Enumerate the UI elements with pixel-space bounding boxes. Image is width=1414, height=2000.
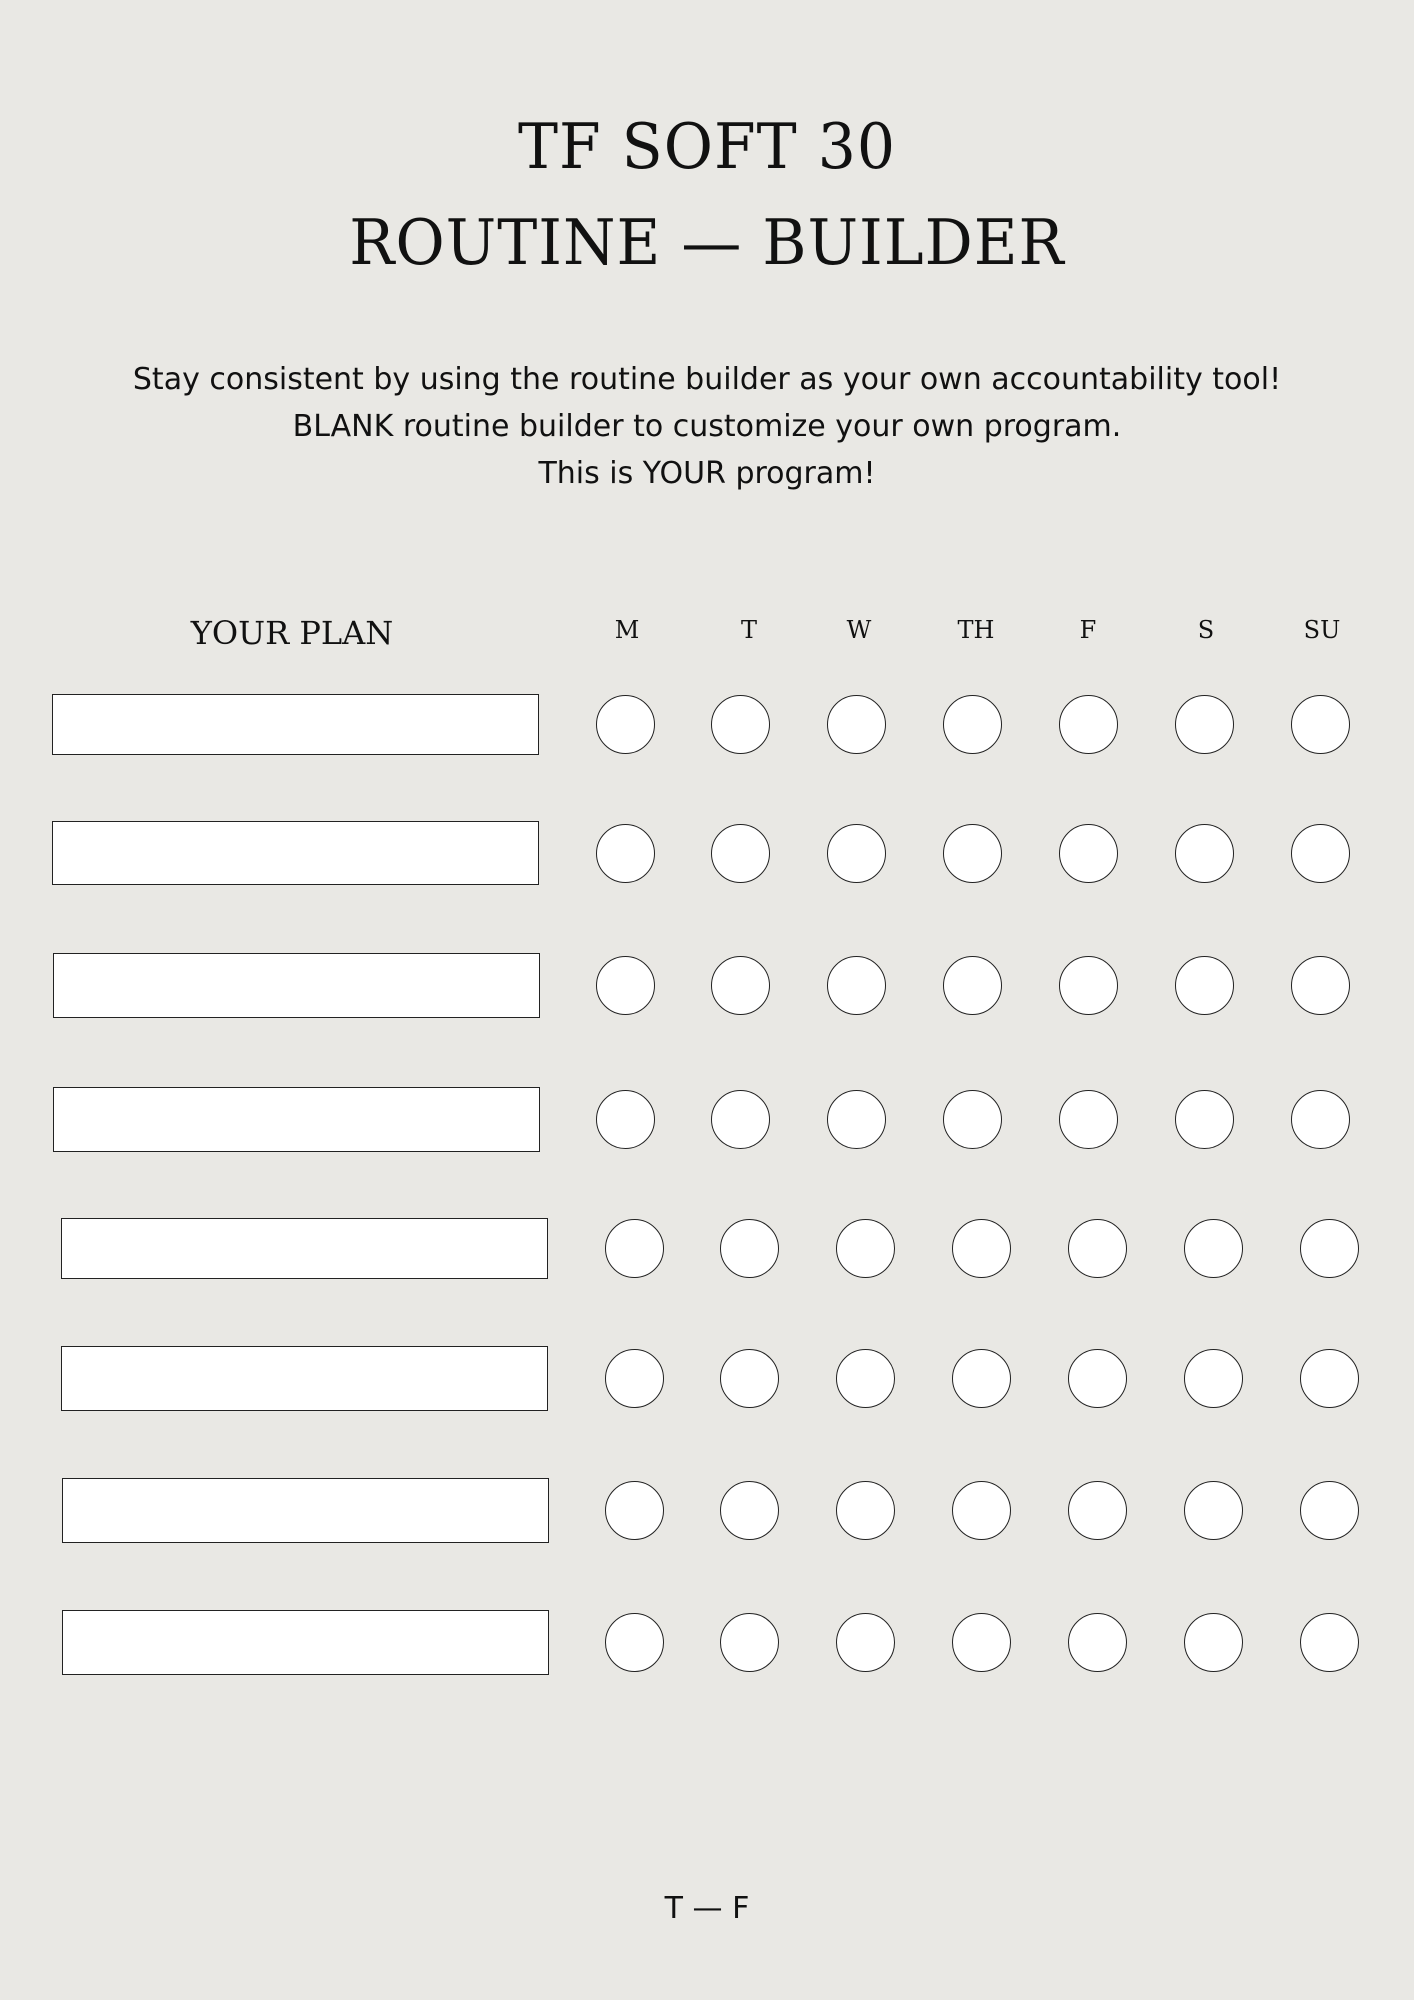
checkbox-row-7-t[interactable] [720, 1481, 779, 1540]
checkbox-row-3-w[interactable] [827, 956, 886, 1015]
page-title-line-1: TF SOFT 30 [517, 110, 897, 184]
checkbox-row-3-t[interactable] [711, 956, 770, 1015]
checkbox-row-4-th[interactable] [943, 1090, 1002, 1149]
checkbox-row-2-f[interactable] [1059, 824, 1118, 883]
checkbox-row-1-t[interactable] [711, 695, 770, 754]
checkbox-row-8-t[interactable] [720, 1613, 779, 1672]
plan-input-row-1[interactable] [52, 694, 539, 755]
checkbox-row-5-th[interactable] [952, 1219, 1011, 1278]
checkbox-row-2-t[interactable] [711, 824, 770, 883]
checkbox-row-7-su[interactable] [1300, 1481, 1359, 1540]
checkbox-row-2-s[interactable] [1175, 824, 1234, 883]
checkbox-row-2-th[interactable] [943, 824, 1002, 883]
description [0, 356, 1414, 497]
page-title-line-2: ROUTINE — BUILDER [349, 206, 1065, 280]
checkbox-row-5-s[interactable] [1184, 1219, 1243, 1278]
checkbox-row-2-m[interactable] [596, 824, 655, 883]
day-header-t: T [740, 616, 757, 644]
plan-input-row-5[interactable] [61, 1218, 548, 1279]
checkbox-row-3-f[interactable] [1059, 956, 1118, 1015]
checkbox-row-8-s[interactable] [1184, 1613, 1243, 1672]
description-line-2: BLANK routine builder to customize your own program. [292, 409, 1122, 444]
checkbox-row-1-f[interactable] [1059, 695, 1118, 754]
day-header-su: SU [1303, 616, 1341, 644]
checkbox-row-8-f[interactable] [1068, 1613, 1127, 1672]
day-header-w: W [846, 616, 872, 644]
checkbox-row-6-m[interactable] [605, 1349, 664, 1408]
checkbox-row-1-s[interactable] [1175, 695, 1234, 754]
checkbox-row-6-w[interactable] [836, 1349, 895, 1408]
checkbox-row-1-th[interactable] [943, 695, 1002, 754]
checkbox-row-5-m[interactable] [605, 1219, 664, 1278]
checkbox-row-1-m[interactable] [596, 695, 655, 754]
checkbox-row-6-f[interactable] [1068, 1349, 1127, 1408]
day-header-th: TH [957, 616, 995, 644]
checkbox-row-5-su[interactable] [1300, 1219, 1359, 1278]
checkbox-row-5-t[interactable] [720, 1219, 779, 1278]
checkbox-row-1-w[interactable] [827, 695, 886, 754]
day-header-s: S [1197, 616, 1215, 644]
checkbox-row-7-f[interactable] [1068, 1481, 1127, 1540]
plan-input-row-6[interactable] [61, 1346, 548, 1411]
checkbox-row-3-s[interactable] [1175, 956, 1234, 1015]
checkbox-row-4-m[interactable] [596, 1090, 655, 1149]
description-line-1: Stay consistent by using the routine builder as your own accountability tool! [132, 362, 1282, 397]
checkbox-row-2-w[interactable] [827, 824, 886, 883]
plan-input-row-2[interactable] [52, 821, 539, 885]
checkbox-row-3-m[interactable] [596, 956, 655, 1015]
checkbox-row-8-m[interactable] [605, 1613, 664, 1672]
checkbox-row-8-su[interactable] [1300, 1613, 1359, 1672]
checkbox-row-4-s[interactable] [1175, 1090, 1234, 1149]
checkbox-row-5-w[interactable] [836, 1219, 895, 1278]
day-header-f: F [1079, 616, 1097, 644]
checkbox-row-1-su[interactable] [1291, 695, 1350, 754]
checkbox-row-4-f[interactable] [1059, 1090, 1118, 1149]
checkbox-row-4-su[interactable] [1291, 1090, 1350, 1149]
checkbox-row-6-t[interactable] [720, 1349, 779, 1408]
day-header-m: M [614, 616, 640, 644]
plan-input-row-3[interactable] [53, 953, 540, 1018]
checkbox-row-8-w[interactable] [836, 1613, 895, 1672]
plan-input-row-4[interactable] [53, 1087, 540, 1152]
checkbox-row-7-th[interactable] [952, 1481, 1011, 1540]
checkbox-row-4-t[interactable] [711, 1090, 770, 1149]
checkbox-row-4-w[interactable] [827, 1090, 886, 1149]
checkbox-row-8-th[interactable] [952, 1613, 1011, 1672]
footer-logo: T — F [664, 1891, 750, 1926]
checkbox-row-3-su[interactable] [1291, 956, 1350, 1015]
checkbox-row-5-f[interactable] [1068, 1219, 1127, 1278]
description-line-3: This is YOUR program! [538, 456, 876, 491]
checkbox-row-6-s[interactable] [1184, 1349, 1243, 1408]
checkbox-row-6-th[interactable] [952, 1349, 1011, 1408]
checkbox-row-3-th[interactable] [943, 956, 1002, 1015]
checkbox-row-7-s[interactable] [1184, 1481, 1243, 1540]
checkbox-row-6-su[interactable] [1300, 1349, 1359, 1408]
plan-input-row-8[interactable] [62, 1610, 549, 1675]
your-plan-header: YOUR PLAN [190, 614, 394, 652]
plan-input-row-7[interactable] [62, 1478, 549, 1543]
checkbox-row-7-w[interactable] [836, 1481, 895, 1540]
checkbox-row-2-su[interactable] [1291, 824, 1350, 883]
checkbox-row-7-m[interactable] [605, 1481, 664, 1540]
